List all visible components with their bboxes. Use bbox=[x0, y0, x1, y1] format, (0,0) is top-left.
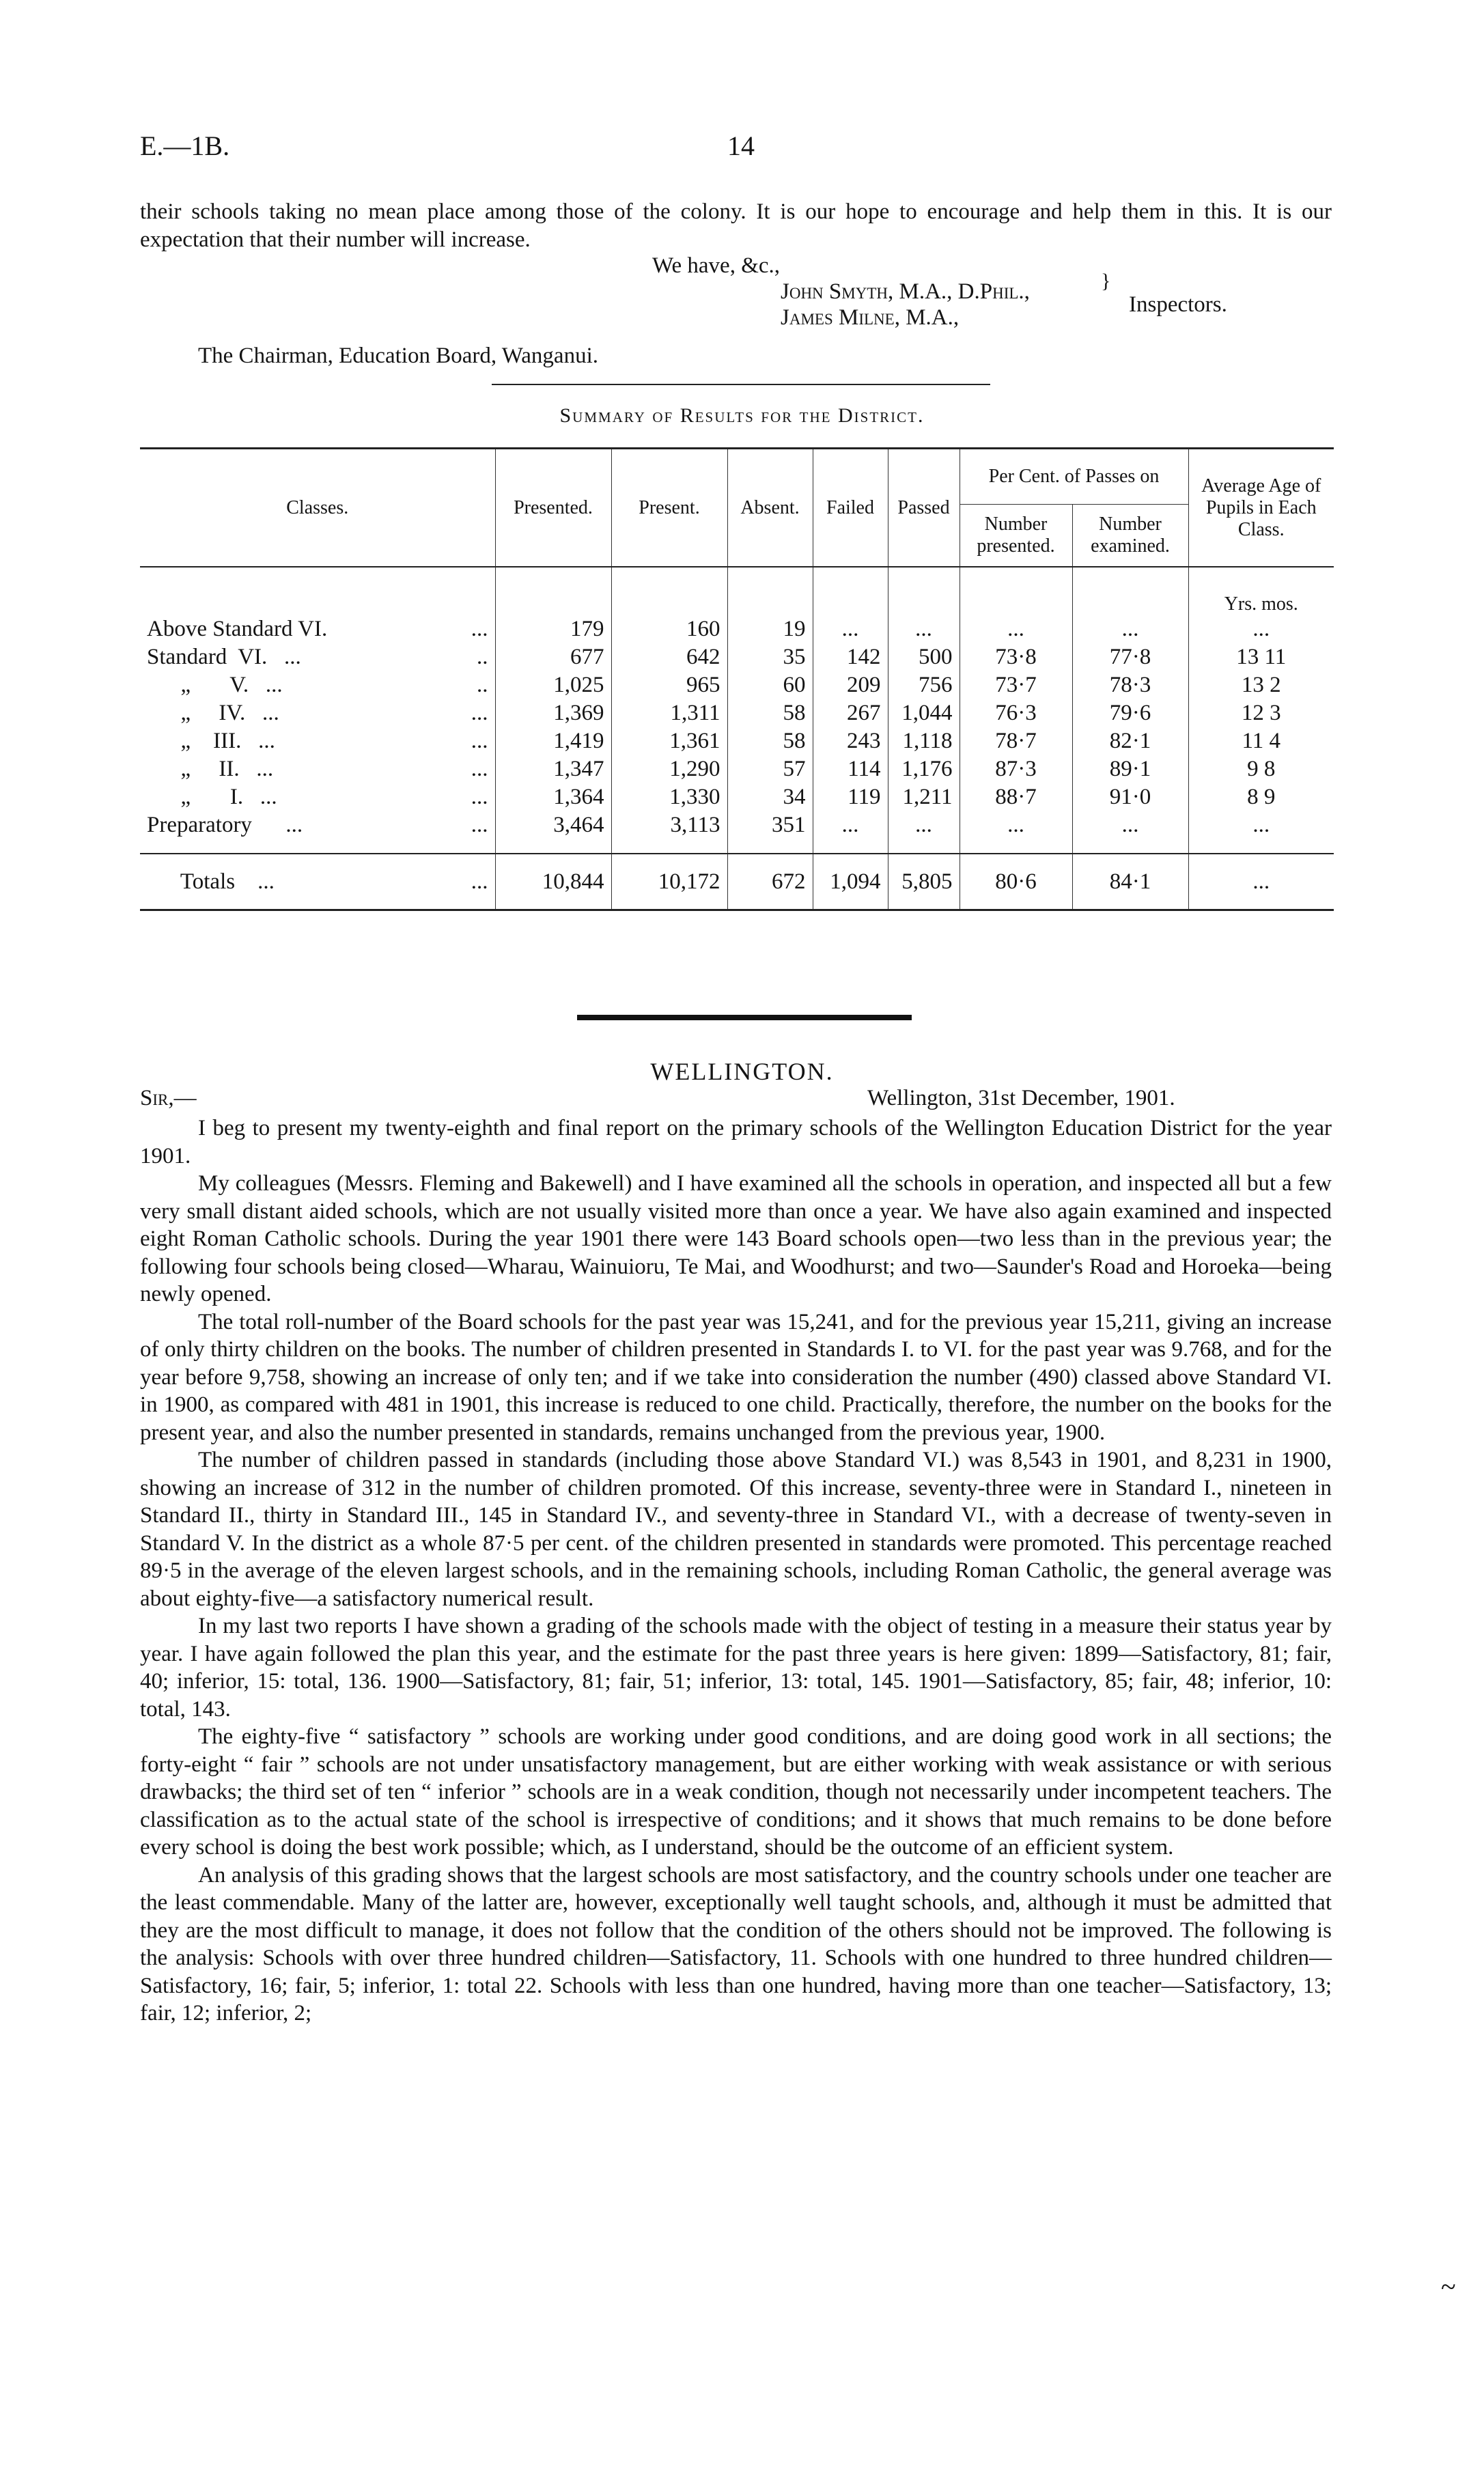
wellington-report-body bbox=[140, 1114, 1332, 2028]
page-number: 14 bbox=[727, 130, 755, 161]
col-failed: Failed bbox=[813, 449, 888, 567]
paragraph: In my last two reports I have shown a grading of the schools made with the object of testing in a measure their status year by year. I have again followed the plan this year, and the estimate for the past three years is here given: 1899—Satisfactory, 81; fair, 40; inferior, 15: total, 136. 1900—Satisfactory, 81; fair, 51; inferior, 13: total, 145. 1901—Satisfactory, 85; fair, 48; inferior, 10: total, 143. bbox=[140, 1614, 1332, 1722]
paragraph: An analysis of this grading shows that the largest schools are most satisfactory, and the country schools under one teacher are the least commendable. Many of the latter are, however, exceptionally well taught schools, and, although it must be admitted that they are the most difficult to manage, it does not follow that the condition of the others should not be improved. The following is the analysis: Schools with over three hundred children—Satisfactory, 11. Schools with one hundred to three hundred children—Satisfactory, 16; fair, 5; inferior, 1: total 22. Schools with less than one hundred, having more than one teacher—Satisfactory, 13; fair, 12; inferior, 2; bbox=[140, 1862, 1332, 2025]
col-classes: Classes. bbox=[286, 496, 349, 518]
table-row: „ V. ... .. 1,025 965 60 209 756 73·7 78·3 13 2 bbox=[140, 671, 1334, 699]
margin-mark: ~ bbox=[1441, 2271, 1456, 2302]
signatory-role: Inspectors. bbox=[1129, 292, 1227, 317]
col-present: Present. bbox=[611, 449, 727, 567]
table-title: Summary of Results for the District. bbox=[559, 404, 925, 427]
paragraph: The eighty-five “ satisfactory ” schools are working under good conditions, and are doing good work in all sections; the forty-eight “ fair ” schools are not under unsatisfactory management, but are either working with weak assistance or with serious drawbacks; the third set of ten “ inferior ” schools are in a weak condition, though not necessarily under incompetent teachers. The classification as to the actual state of the school is irrespective of conditions; and it shows that much remains to be done before every school is doing the best work possible; which, as I understand, should be the outcome of an efficient system. bbox=[140, 1724, 1332, 1860]
paragraph: I beg to present my twenty-eighth and final report on the primary schools of the Wellington Education District for the year 1901. bbox=[140, 1116, 1332, 1168]
intro-paragraph: their schools taking no mean place among those of the colony. It is our hope to encourage and help them in this. It is our expectation that their number will increase. bbox=[140, 199, 1332, 252]
age-units: Yrs. mos. bbox=[1188, 567, 1334, 615]
col-pc-examined: Number examined. bbox=[1072, 505, 1188, 567]
summary-table bbox=[140, 447, 1334, 911]
table-row: Above Standard VI. ... 179 160 19 ... ... ... ... ... bbox=[140, 615, 1334, 643]
report-reference: E.—1B. bbox=[140, 130, 230, 161]
table-row: „ IV. ... ... 1,369 1,311 58 267 1,044 76·3 79·6 12 3 bbox=[140, 699, 1334, 727]
closing-phrase: We have, &c., bbox=[652, 253, 781, 278]
addressee: The Chairman, Education Board, Wanganui. bbox=[198, 343, 598, 368]
table-row: „ I. ... ... 1,364 1,330 34 119 1,211 88·7 91·0 8 9 bbox=[140, 783, 1334, 811]
paragraph: The total roll-number of the Board schools for the past year was 15,241, and for the previous year 15,211, giving an increase of only thirty children on the books. The number of children presented in Standards I. to VI. for the past year was 9.768, and for the year before 9,758, showing an increase of only ten; and if we take into consideration the number (490) classed above Standard VI. in 1900, as compared with 481 in 1901, this increase is reduced to one child. Practically, therefore, the number on the books for the present year, and also the number presented in standards, remains unchanged from the previous year, 1900. bbox=[140, 1309, 1332, 1445]
section-title: WELLINGTON. bbox=[650, 1058, 834, 1085]
col-average-age: Average Age of Pupils in Each Class. bbox=[1188, 449, 1334, 567]
table-rule bbox=[492, 384, 990, 385]
salutation: Sir,— bbox=[140, 1086, 197, 1110]
section-divider bbox=[577, 1015, 912, 1020]
col-per-cent-group: Per Cent. of Passes on bbox=[960, 449, 1188, 505]
page-header bbox=[140, 130, 1335, 171]
totals-row: Totals ... ... 10,844 10,172 672 1,094 5,805 80·6 84·1 ... bbox=[140, 854, 1334, 910]
col-absent: Absent. bbox=[727, 449, 813, 567]
table-row: Standard VI. ... .. 677 642 35 142 500 73·8 77·8 13 11 bbox=[140, 643, 1334, 671]
table-row: Preparatory ... ... 3,464 3,113 351 ... ... ... ... ... bbox=[140, 811, 1334, 839]
table-row: „ III. ... ... 1,419 1,361 58 243 1,118 78·7 82·1 11 4 bbox=[140, 727, 1334, 755]
signatory-bracket: } bbox=[1101, 270, 1111, 292]
paragraph: My colleagues (Messrs. Fleming and Bakewell) and I have examined all the schools in operation, and inspected all but a few very small distant aided schools, which are not usually visited more than once a year. We have also again examined and inspected eight Roman Catholic schools. During the year 1901 there were 143 Board schools open—two less than in the previous year; the following four schools being closed—Wharau, Wainuioru, Te Mai, and Woodhurst; and two—Saunder's Road and Horoeka—being newly opened. bbox=[140, 1171, 1332, 1306]
col-passed: Passed bbox=[888, 449, 960, 567]
col-pc-presented: Number presented. bbox=[960, 505, 1072, 567]
paragraph: The number of children passed in standards (including those above Standard VI.) was 8,543 in 1901, and 8,231 in 1900, showing an increase of 312 in the number of children promoted. Of this increase, seventy-three were in Standard I., nineteen in Standard II., thirty in Standard III., 145 in Standard IV., and seventy-three in Standard VI., with a decrease of twenty-seven in Standard V. In the district as a whole 87·5 per cent. of the children presented in standards were promoted. This percentage reached 89·5 in the average of the eleven largest schools, and in the remaining schools, including Roman Catholic, the general average was about eighty-five—a satisfactory numerical result. bbox=[140, 1448, 1332, 1611]
col-presented: Presented. bbox=[495, 449, 611, 567]
signatory-milne: James Milne, M.A., bbox=[781, 305, 960, 330]
dateline: Wellington, 31st December, 1901. bbox=[867, 1086, 1175, 1110]
signatory-smyth: John Smyth, M.A., D.Phil., bbox=[781, 279, 1030, 304]
table-row: „ II. ... ... 1,347 1,290 57 114 1,176 87·3 89·1 9 8 bbox=[140, 755, 1334, 783]
